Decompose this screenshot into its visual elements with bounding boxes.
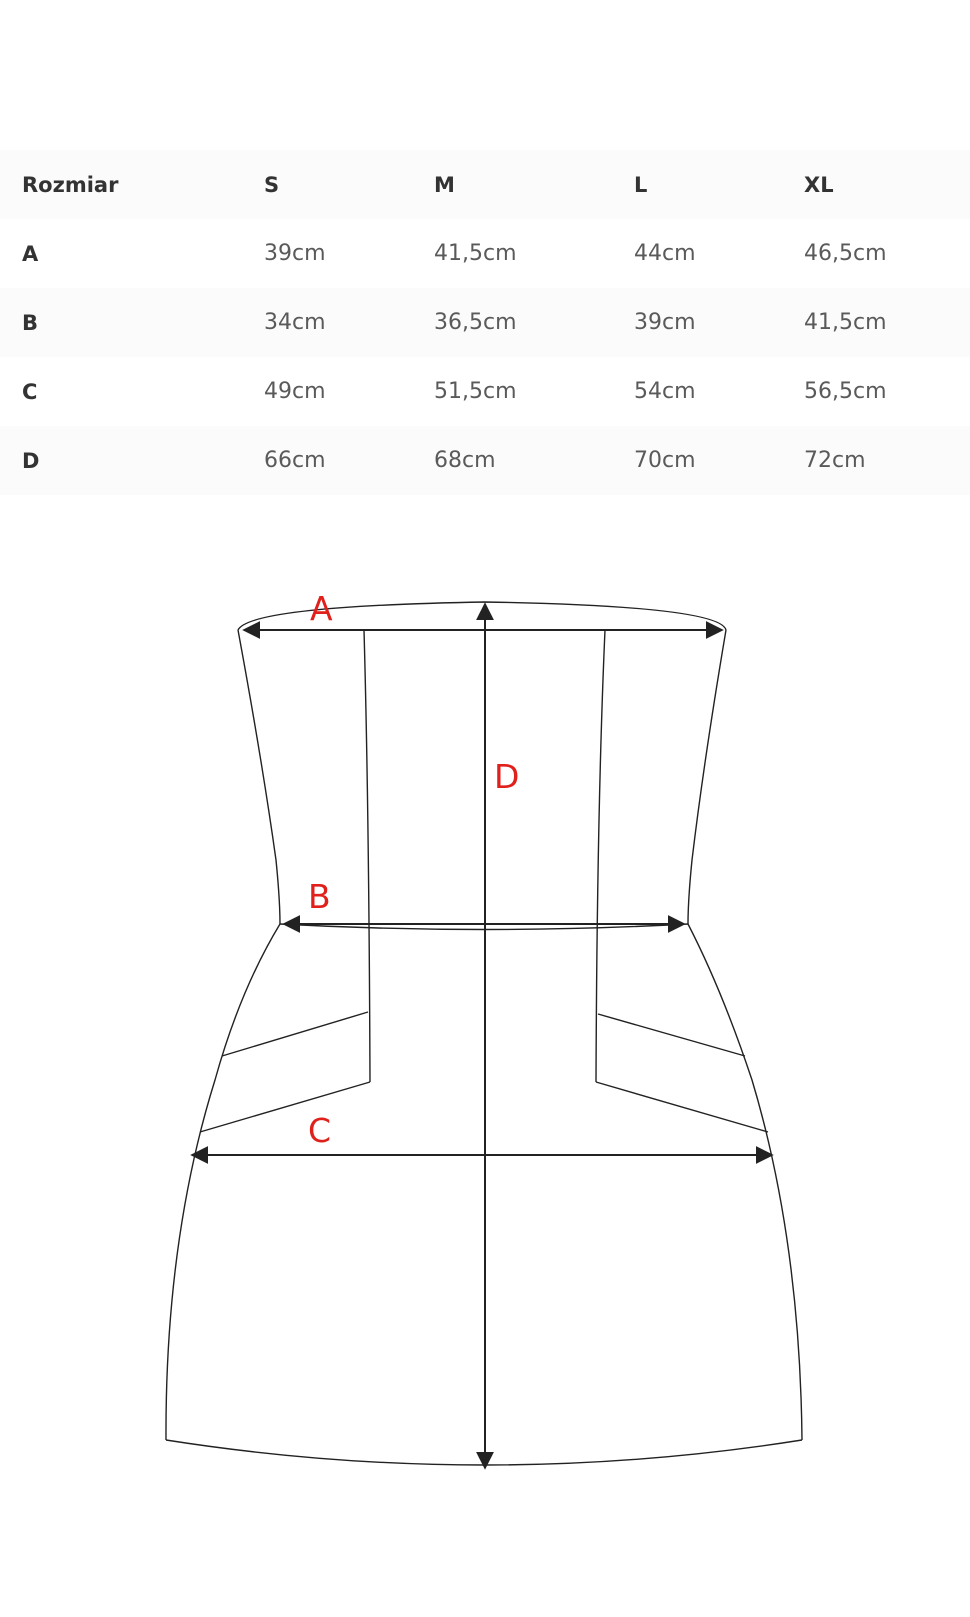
table-cell: 70cm (634, 448, 696, 473)
header-cell-s: S (264, 172, 280, 197)
diagram-label-b: B (308, 877, 331, 916)
table-cell: 72cm (804, 448, 866, 473)
header-cell-l: L (634, 172, 648, 197)
garment-measurement-diagram (0, 560, 970, 1540)
table-row (0, 357, 970, 426)
row-label-a: A (22, 241, 39, 266)
diagram-label-d: D (494, 757, 520, 796)
row-label-b: B (22, 310, 39, 335)
table-cell: 44cm (634, 241, 696, 266)
table-cell: 36,5cm (434, 310, 517, 335)
row-label-c: C (22, 379, 38, 404)
measurement-lines (192, 604, 772, 1468)
table-cell: 51,5cm (434, 379, 517, 404)
header-cell-xl: XL (804, 172, 834, 197)
garment-outline (166, 602, 802, 1465)
table-cell: 41,5cm (804, 310, 887, 335)
table-row (0, 219, 970, 288)
table-row (0, 288, 970, 357)
row-label-d: D (22, 448, 40, 473)
diagram-label-c: C (308, 1111, 332, 1150)
table-cell: 49cm (264, 379, 326, 404)
diagram-label-a: A (310, 589, 333, 628)
table-cell: 56,5cm (804, 379, 887, 404)
table-row (0, 426, 970, 495)
table-cell: 68cm (434, 448, 496, 473)
table-cell: 34cm (264, 310, 326, 335)
header-cell-m: M (434, 172, 455, 197)
table-cell: 46,5cm (804, 241, 887, 266)
header-cell-size: Rozmiar (22, 172, 119, 197)
table-cell: 66cm (264, 448, 326, 473)
table-cell: 41,5cm (434, 241, 517, 266)
table-cell: 54cm (634, 379, 696, 404)
table-cell: 39cm (634, 310, 696, 335)
size-chart-header-row (0, 150, 970, 219)
table-cell: 39cm (264, 241, 326, 266)
size-chart-table (0, 150, 970, 495)
